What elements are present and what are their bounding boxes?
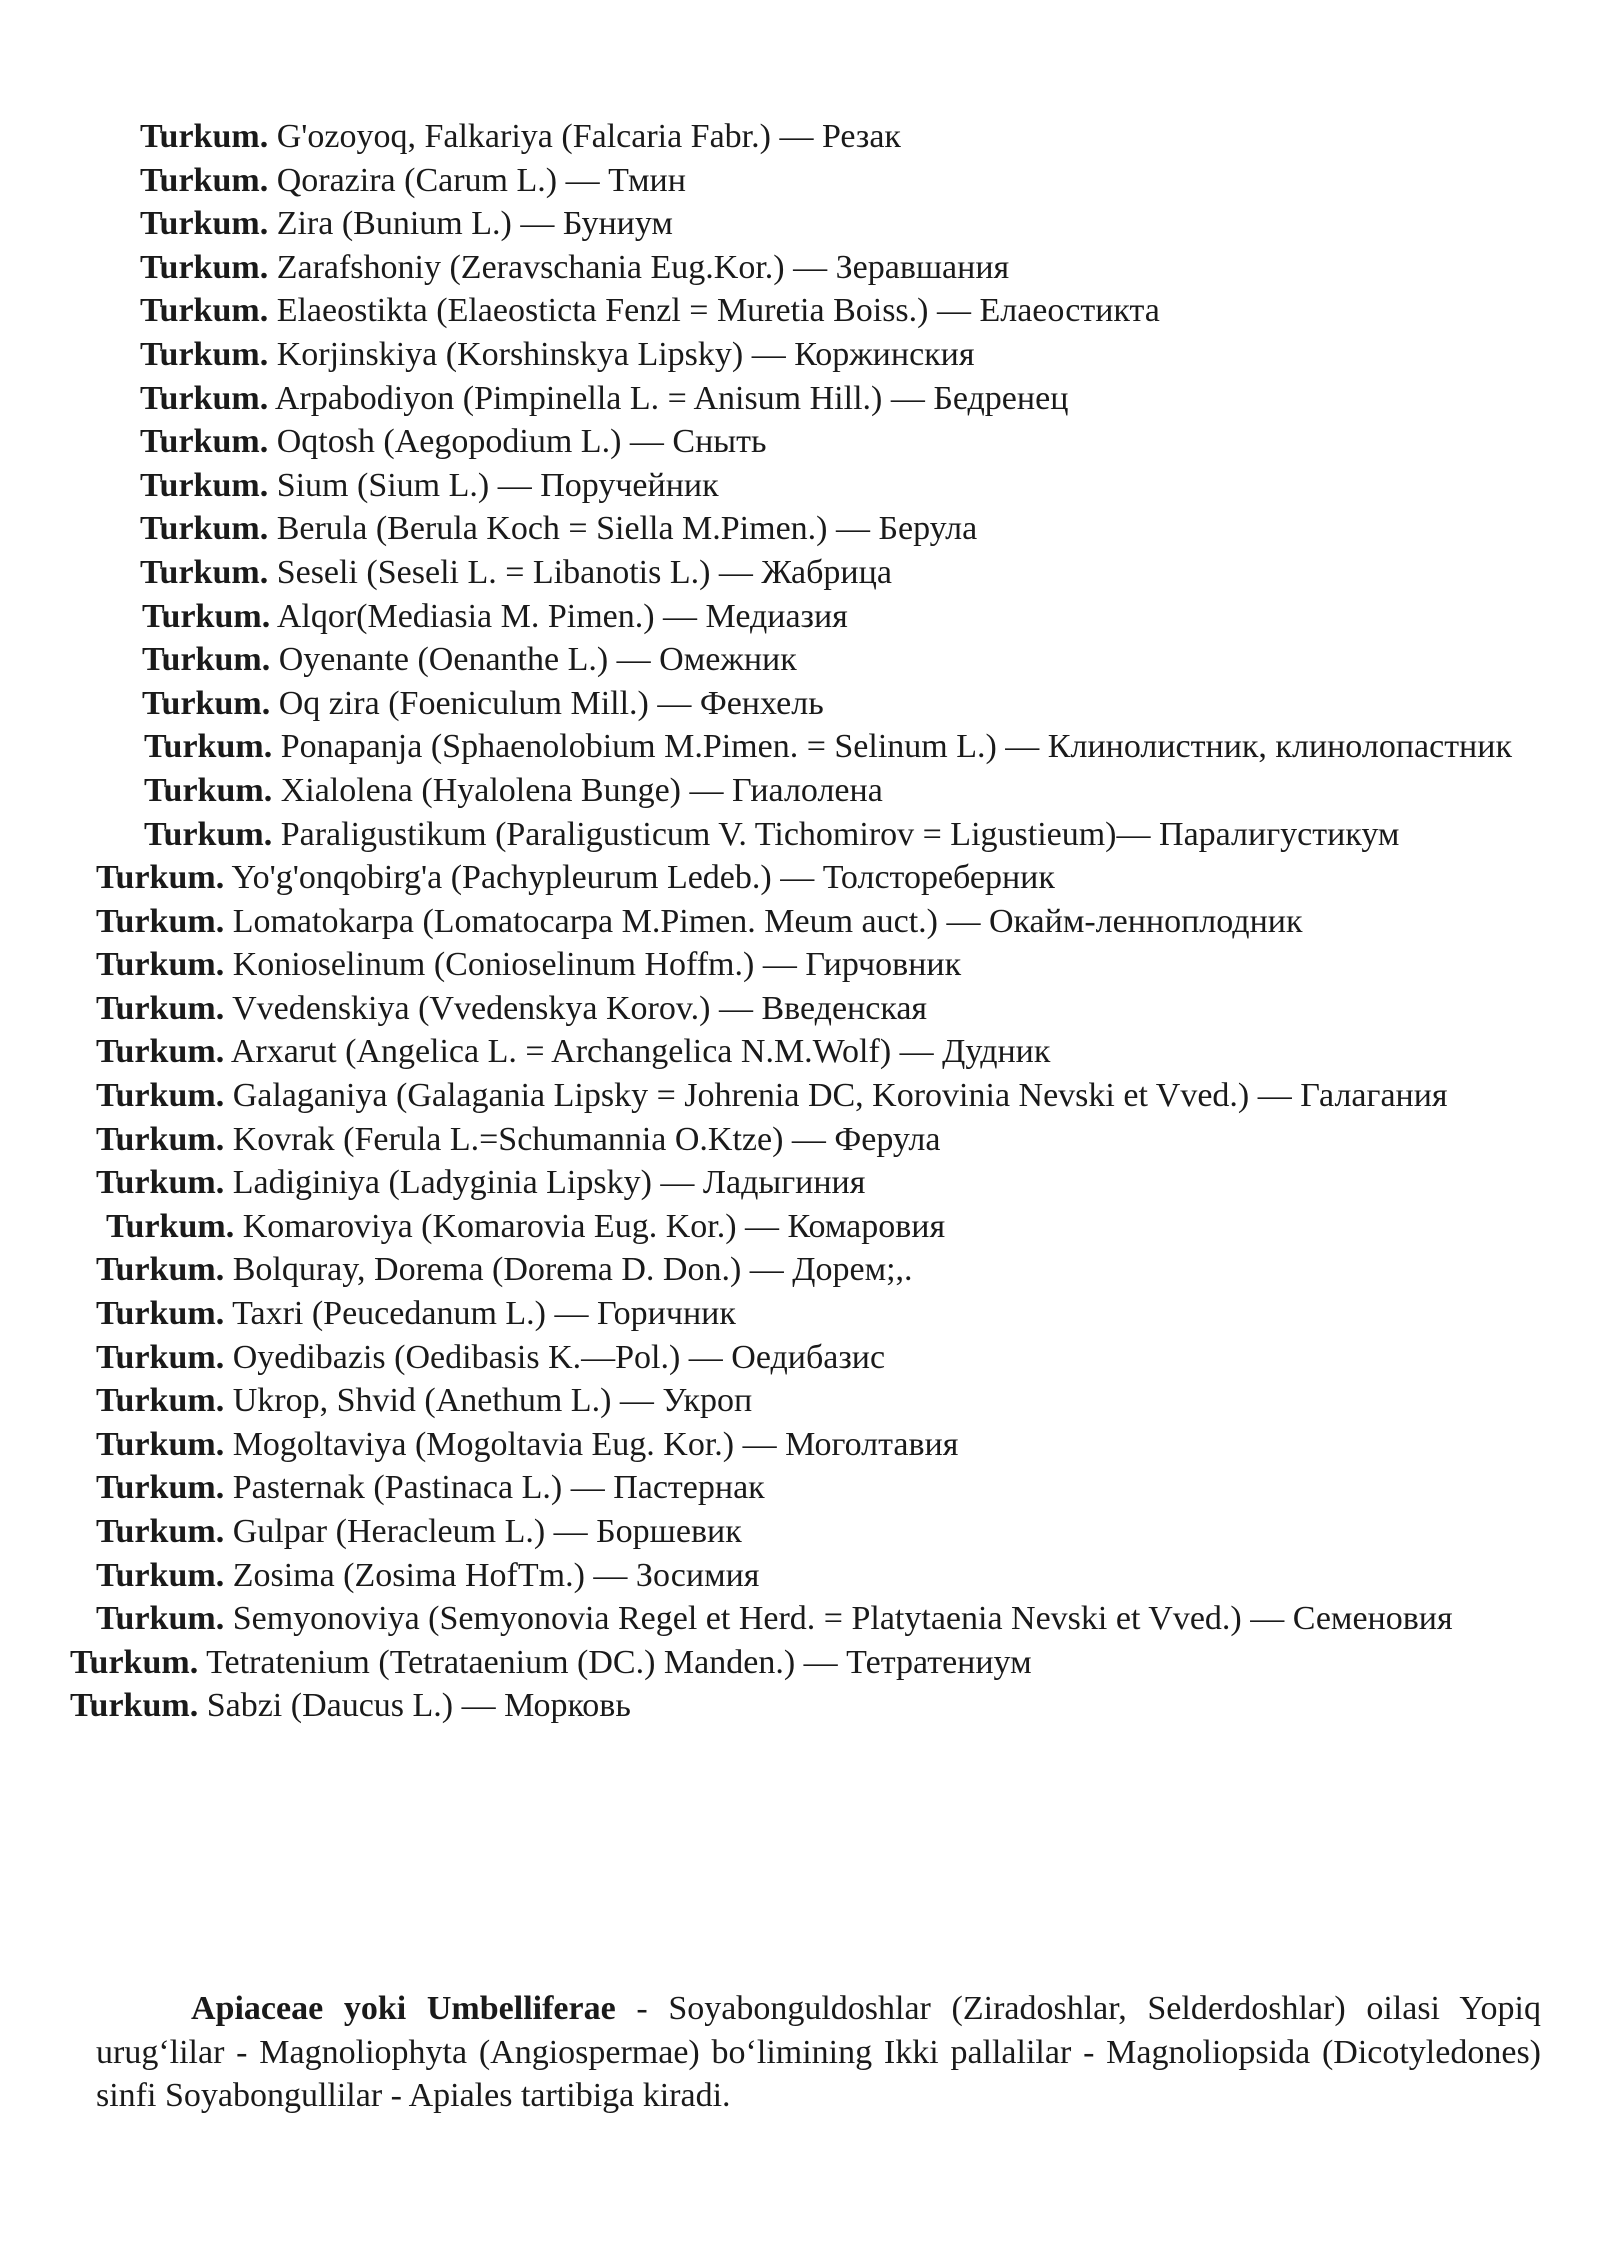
genus-keyword: Turkum. [96,902,225,940]
genus-entry [0,115,1600,159]
genus-keyword: Turkum. [144,815,273,853]
genus-keyword: Turkum. [96,1120,225,1158]
genus-entry [0,507,1600,551]
genus-entry [0,1205,1600,1249]
genus-entry [0,420,1600,464]
genus-name: Zosima (Zosima HofTm.) — Зосимия [232,1556,760,1594]
genus-entry [0,987,1600,1031]
genus-entry [0,1379,1600,1423]
genus-entry [0,1248,1600,1292]
genus-entry [0,813,1600,857]
genus-entry [0,289,1600,333]
genus-name: Arpabodiyon (Pimpinella L. = Anisum Hill.) — Бедренец [274,379,1069,417]
genus-name: Taxri (Peucedanum L.) — Горичник [232,1295,736,1333]
genus-name: Zira (Bunium L.) — Буниум [276,205,673,243]
genus-name: Vvedenskiya (Vvedenskya Korov.) — Введенская [232,989,928,1027]
genus-keyword: Turkum. [96,1425,225,1463]
genus-keyword: Turkum. [140,292,269,330]
genus-name: Seseli (Seseli L. = Libanotis L.) — Жабрица [276,553,892,591]
genus-keyword: Turkum. [140,553,269,591]
genus-name: Mogoltaviya (Mogoltavia Eug. Kor.) — Моголтавия [232,1425,959,1463]
genus-entry [0,1597,1600,1641]
genus-entry [0,1118,1600,1162]
genus-entry [0,1423,1600,1467]
genus-keyword: Turkum. [140,423,269,461]
genus-keyword: Turkum. [96,1338,225,1376]
genus-entry [0,1292,1600,1336]
genus-entry [0,638,1600,682]
genus-keyword: Turkum. [144,728,273,766]
genus-name: G'ozoyoq, Falkariya (Falcaria Fabr.) — Резак [276,118,901,155]
genus-keyword: Turkum. [96,1295,225,1333]
genus-name: Komaroviya (Komarovia Eug. Kor.) — Комаровия [242,1207,946,1245]
genus-keyword: Turkum. [96,859,225,897]
genus-entry [0,464,1600,508]
genus-keyword: Turkum. [140,161,269,199]
genus-name: Qorazira (Carum L.) — Тмин [276,161,686,199]
family-description [96,1987,1541,2118]
genus-keyword: Turkum. [140,118,269,155]
genus-keyword: Turkum. [96,1513,225,1550]
genus-entry [0,1466,1600,1510]
genus-name: Kovrak (Ferula L.=Schumannia O.Ktze) — Ферула [232,1120,941,1158]
genus-name: Arxarut (Angelica L. = Archangelica N.M.Wolf) — Дудник [230,1033,1051,1071]
genus-entry [0,725,1600,769]
family-classification: - Soyabonguldoshlar (Ziradoshlar, Selderdoshlar) oilasi Yopiq urug‘lilar - Magnoliophyta (Angiospermae) bo‘limining Ikki pallalilar - Magnoliopsida (Dicotyledones) sinfi Soyabongullilar - Apiales tartibiga kiradi. [96,1990,1541,2115]
genus-name: Semyonoviya (Semyonovia Regel et Herd. = Platytaenia Nevski et Vved.) — Семеновия [232,1600,1453,1638]
genus-entry [0,1336,1600,1380]
genus-entry [0,682,1600,726]
genus-name: Elaeostikta (Elaeosticta Fenzl = Muretia Boiss.) — Елаеостикта [276,292,1160,330]
genus-name: Ukrop, Shvid (Anethum L.) — Укроп [232,1382,753,1420]
genus-keyword: Turkum. [140,466,269,504]
genus-keyword: Turkum. [96,989,225,1027]
genus-keyword: Turkum. [96,1033,225,1071]
genus-list [0,115,1600,1728]
genus-keyword: Turkum. [140,379,269,417]
genus-name: Sium (Sium L.) — Поручейник [276,466,719,504]
genus-name: Lomatokarpa (Lomatocarpa M.Pimen. Meum auct.) — Окайм-ленноплодник [232,902,1303,940]
genus-keyword: Turkum. [142,597,271,635]
genus-entry [0,246,1600,290]
genus-keyword: Turkum. [96,946,225,984]
genus-entry [0,1161,1600,1205]
genus-name: Oq zira (Foeniculum Mill.) — Фенхель [278,684,824,722]
genus-keyword: Turkum. [96,1469,225,1507]
genus-keyword: Turkum. [96,1164,225,1202]
genus-name: Alqor(Mediasia M. Pimen.) — Медиазия [276,597,848,635]
genus-entry [0,551,1600,595]
genus-name: Xialolena (Hyalolena Bunge) — Гиалолена [280,771,883,809]
genus-entry [0,1684,1600,1728]
genus-name: Tetratenium (Tetrataenium (DC.) Manden.) — Тетратениум [206,1643,1032,1681]
genus-name: Oqtosh (Aegopodium L.) — Сныть [276,423,767,461]
genus-entry [0,159,1600,203]
genus-keyword: Turkum. [144,771,273,809]
genus-name: Pasternak (Pastinaca L.) — Пастернак [232,1469,765,1507]
genus-entry [0,1510,1600,1554]
genus-entry [0,769,1600,813]
genus-entry [0,1641,1600,1685]
genus-name: Oyenante (Oenanthe L.) — Омежник [278,641,797,679]
genus-keyword: Turkum. [96,1556,225,1594]
genus-entry [0,202,1600,246]
genus-entry [0,1074,1600,1118]
genus-name: Korjinskiya (Korshinskya Lipsky) — Коржинския [276,335,975,373]
genus-keyword: Turkum. [96,1251,225,1289]
genus-keyword: Turkum. [142,641,271,679]
genus-keyword: Turkum. [106,1207,235,1245]
genus-name: Zarafshoniy (Zeravschania Eug.Kor.) — Зеравшания [276,248,1010,286]
genus-name: Ponapanja (Sphaenolobium M.Pimen. = Selinum L.) — Клинолистник, клинолопастник [280,728,1512,766]
genus-keyword: Turkum. [140,205,269,243]
genus-name: Bolquray, Dorema (Dorema D. Don.) — Дорем;,. [232,1251,913,1289]
genus-entry [0,1554,1600,1598]
genus-name: Oyedibazis (Oedibasis K.—Pol.) — Оедибазис [232,1338,886,1376]
genus-name: Ladiginiya (Ladyginia Lipsky) — Ладыгиния [232,1164,866,1202]
genus-name: Gulpar (Heracleum L.) — Боршевик [232,1513,742,1550]
genus-keyword: Turkum. [70,1643,199,1681]
genus-entry [0,1030,1600,1074]
genus-keyword: Turkum. [96,1077,225,1115]
genus-keyword: Turkum. [96,1600,225,1638]
genus-keyword: Turkum. [96,1382,225,1420]
genus-keyword: Turkum. [140,510,269,548]
genus-entry [0,377,1600,421]
genus-name: Sabzi (Daucus L.) — Морковь [206,1687,631,1725]
genus-name: Yo'g'onqobirg'a (Pachypleurum Ledeb.) — Толстореберник [231,859,1055,897]
genus-entry [0,856,1600,900]
genus-name: Berula (Berula Koch = Siella M.Pimen.) — Берула [276,510,978,548]
family-name: Apiaceae yoki Umbelliferae [191,1990,616,2027]
genus-entry [0,595,1600,639]
genus-keyword: Turkum. [140,335,269,373]
genus-entry [0,333,1600,377]
genus-entry [0,943,1600,987]
genus-name: Paraligustikum (Paraligusticum V. Tichomirov = Ligustieum)— Паралигустикум [280,815,1400,853]
genus-name: Konioselinum (Conioselinum Hoffm.) — Гирчовник [232,946,962,984]
genus-keyword: Turkum. [140,248,269,286]
genus-keyword: Turkum. [70,1687,199,1725]
genus-entry [0,900,1600,944]
genus-name: Galaganiya (Galagania Lipsky = Johrenia DC, Korovinia Nevski et Vved.) — Галагания [232,1077,1448,1115]
genus-keyword: Turkum. [142,684,271,722]
